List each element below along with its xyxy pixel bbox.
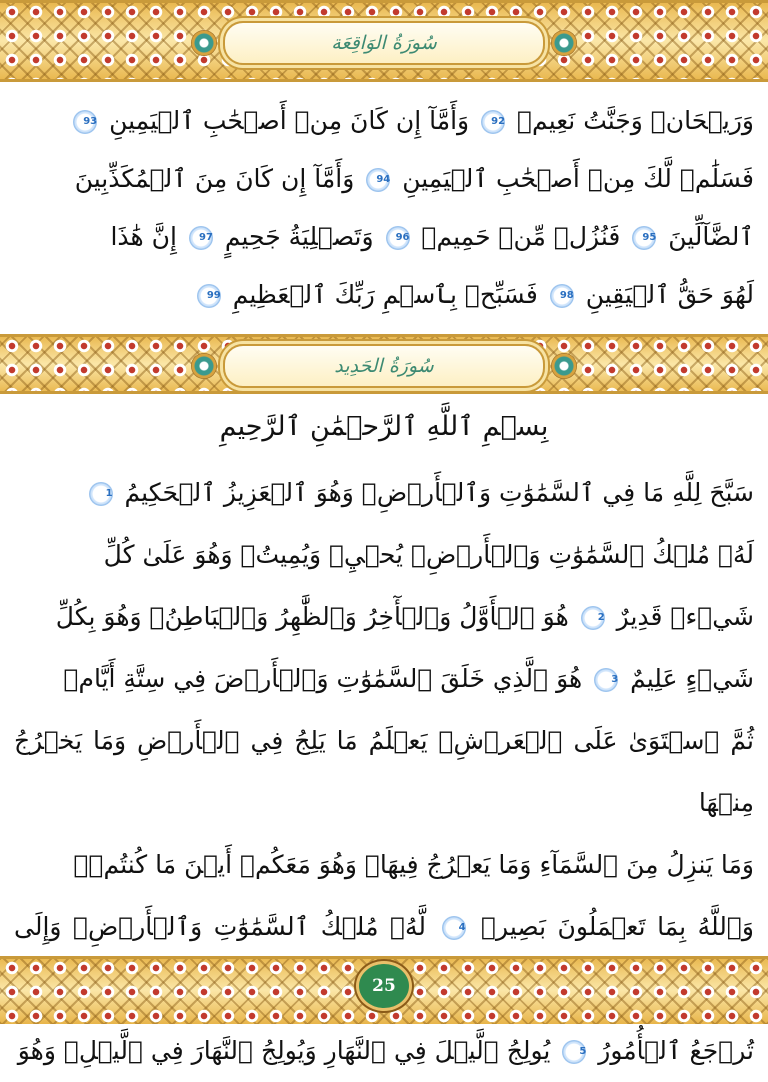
surah-title: سُورَةُ الحَدِيد (334, 355, 434, 377)
verse-text: وَٱللَّهُ بِمَا تَعۡمَلُونَ بَصِيرٞ (481, 912, 754, 941)
surah-header-waqiah (223, 21, 545, 65)
verse-line (14, 524, 754, 586)
verse-line (14, 834, 754, 896)
verse-line (14, 92, 754, 150)
ornament-knot-icon (551, 30, 577, 56)
verse-text: لَّهُۥ مُلۡكُ ٱلسَّمَٰوَٰتِ وَٱلۡأَرۡضِۚ وَإِلَى (14, 912, 427, 941)
verse-number-marker: 97 (189, 226, 213, 250)
verse-line (14, 710, 754, 834)
verse-text: سَبَّحَ لِلَّهِ مَا فِي ٱلسَّمَٰوَٰتِ وَٱلۡأَرۡضِۖ وَهُوَ ٱلۡعَزِيزُ ٱلۡحَكِيمُ (124, 478, 754, 507)
verse-text: يُولِجُ ٱلَّيۡلَ فِي ٱلنَّهَارِ وَيُولِجُ ٱلنَّهَارَ فِي ٱلَّيۡلِۚ وَهُوَ (17, 1036, 551, 1065)
verse-number-marker: 99 (197, 284, 221, 308)
page-number-badge: 25 (356, 961, 412, 1011)
verse-text: هُوَ ٱلۡأَوَّلُ وَٱلۡأٓخِرُ وَٱلظَّٰهِرُ وَٱلۡبَاطِنُۖ وَهُوَ بِكُلِّ (55, 602, 569, 631)
frame-edge (0, 0, 768, 3)
verse-line (14, 648, 754, 710)
frame-edge (0, 391, 768, 394)
ornament-knot-icon (191, 353, 217, 379)
verse-line (14, 1020, 754, 1082)
verse-line (14, 150, 754, 208)
verse-text: لَهُوَ حَقُّ ٱلۡيَقِينِ (585, 280, 754, 309)
verse-text: فَسَبِّحۡ بِٱسۡمِ رَبِّكَ ٱلۡعَظِيمِ (232, 280, 538, 309)
verses-block-waqiah (14, 92, 754, 324)
verse-line (14, 208, 754, 266)
verse-text: وَرَيۡحَانٞ وَجَنَّتُ نَعِيمٖ (517, 106, 754, 135)
verse-text: هُوَ ٱلَّذِي خَلَقَ ٱلسَّمَٰوَٰتِ وَٱلۡأَرۡضَ فِي سِتَّةِ أَيَّامٖ (63, 664, 583, 693)
frame-edge (0, 956, 768, 959)
verse-line (14, 462, 754, 524)
verse-number-marker: 95 (632, 226, 656, 250)
basmala: بِسۡمِ ٱللَّهِ ٱلرَّحۡمَٰنِ ٱلرَّحِيمِ (219, 411, 549, 442)
verse-number-marker: 93 (73, 110, 97, 134)
verse-text: فَسَلَٰمٞ لَّكَ مِنۡ أَصۡحَٰبِ ٱلۡيَمِينِ (402, 164, 754, 193)
ornament-knot-icon (551, 353, 577, 379)
verse-number-marker: 94 (366, 168, 390, 192)
verse-line (14, 266, 754, 324)
verse-text: لَهُۥ مُلۡكُ ٱلسَّمَٰوَٰتِ وَٱلۡأَرۡضِۖ يُحۡيِۦ وَيُمِيتُۖ وَهُوَ عَلَىٰ كُلِّ (103, 540, 754, 569)
verse-text: فَنُزُلٞ مِّنۡ حَمِيمٖ (421, 222, 621, 251)
verse-text: وَتَصۡلِيَةُ جَحِيمٍ (224, 222, 374, 251)
verse-text: وَمَا يَنزِلُ مِنَ ٱلسَّمَآءِ وَمَا يَعۡرُجُ فِيهَاۖ وَهُوَ مَعَكُمۡ أَيۡنَ مَا كُنتُمۡۚ (73, 850, 754, 879)
verse-text: ثُمَّ ٱسۡتَوَىٰ عَلَى ٱلۡعَرۡشِۖ يَعۡلَمُ مَا يَلِجُ فِي ٱلۡأَرۡضِ وَمَا يَخۡرُجُ مِنۡهَا (14, 726, 754, 817)
verse-number-marker: 98 (550, 284, 574, 308)
frame-edge (0, 79, 768, 82)
verse-number-marker: 1 (89, 482, 113, 506)
verse-number-marker: 96 (386, 226, 410, 250)
top-ornament-frame (0, 0, 768, 82)
ornament-knot-icon (191, 30, 217, 56)
verse-number-marker: 2 (581, 606, 605, 630)
verse-text: وَأَمَّآ إِن كَانَ مِنۡ أَصۡحَٰبِ ٱلۡيَمِينِ (109, 106, 470, 135)
verse-text: إِنَّ هَٰذَا (110, 222, 177, 251)
verse-number-marker: 4 (442, 916, 466, 940)
verse-text: وَأَمَّآ إِن كَانَ مِنَ ٱلۡمُكَذِّبِينَ (74, 164, 355, 193)
surah-divider-frame (0, 334, 768, 394)
frame-edge (0, 334, 768, 337)
verse-text: تُرۡجَعُ ٱلۡأُمُورُ (598, 1036, 754, 1065)
verse-text: شَيۡءٖ قَدِيرٌ (616, 602, 754, 631)
verse-line (14, 586, 754, 648)
surah-header-hadid (223, 344, 545, 388)
verse-number-marker: 92 (481, 110, 505, 134)
verse-text: ٱلضَّآلِّينَ (668, 222, 754, 251)
surah-title: سُورَةُ الوَاقِعَة (331, 32, 437, 54)
verse-number-marker: 5 (562, 1040, 586, 1064)
verse-number-marker: 3 (594, 668, 618, 692)
verse-text: شَيۡءٍ عَلِيمٌ (630, 664, 754, 693)
